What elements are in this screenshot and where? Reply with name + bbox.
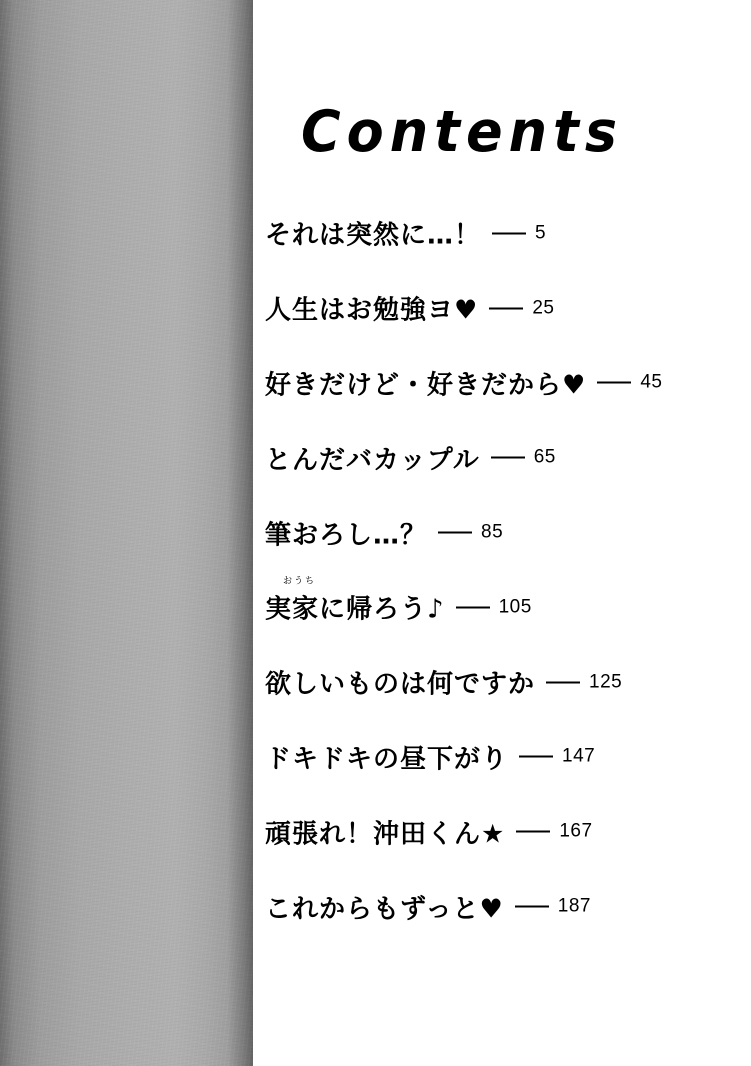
entry-body — [265, 215, 546, 252]
leader-dash-icon — [519, 756, 553, 758]
delivery-label — [622, 444, 751, 471]
leader-dash-icon — [456, 606, 490, 608]
delivery-label — [622, 519, 751, 546]
delivery-word: Delivery — [661, 299, 734, 321]
leader-dash-icon — [492, 232, 526, 234]
page-number: 167 — [559, 820, 593, 842]
page-title: Contents — [301, 98, 624, 165]
leader-dash-icon — [438, 532, 472, 534]
leader-dash-icon — [515, 906, 549, 908]
list-item[interactable] — [253, 720, 751, 795]
delivery-number: 10 — [724, 893, 751, 920]
delivery-word: Delivery — [647, 898, 721, 920]
page-number: 85 — [481, 521, 504, 543]
delivery-label — [622, 295, 751, 322]
chapter-title: それは突然に…！ — [265, 220, 482, 251]
chapter-title: これからもずっと♥ — [265, 894, 504, 925]
list-item[interactable] — [253, 271, 751, 346]
page-number: 187 — [557, 895, 591, 917]
leader-dash-icon — [597, 382, 631, 384]
delivery-number: 5 — [737, 519, 751, 546]
left-gray-gutter — [0, 0, 253, 1066]
chapter-title: 欲しいものは何ですか — [265, 669, 536, 700]
ruby-annotation: おうち — [283, 576, 317, 587]
entry-body — [265, 664, 622, 701]
page-number: 105 — [498, 596, 532, 618]
delivery-label — [622, 594, 751, 621]
page-number: 65 — [533, 446, 556, 468]
chapter-title: 好きだけど・好きだから♥ — [265, 370, 587, 401]
leader-dash-icon — [516, 831, 550, 833]
list-item[interactable] — [253, 495, 751, 570]
entry-body — [265, 364, 662, 401]
list-item[interactable] — [253, 570, 751, 645]
entry-body — [265, 514, 503, 551]
chapter-title: とんだバカップル — [265, 445, 480, 476]
leader-dash-icon — [489, 307, 523, 309]
delivery-number: 8 — [737, 743, 751, 770]
entry-body — [265, 888, 591, 925]
delivery-number: 4 — [737, 444, 751, 471]
chapter-title: ドキドキの昼下がり — [265, 744, 509, 775]
delivery-label — [622, 669, 751, 696]
list-item[interactable] — [253, 869, 751, 944]
delivery-label — [622, 220, 751, 247]
list-item[interactable] — [253, 346, 751, 421]
delivery-word: Delivery — [661, 374, 734, 396]
page-number: 5 — [535, 222, 547, 244]
paper-texture — [0, 0, 253, 1066]
delivery-number: 2 — [737, 294, 751, 321]
chapter-title — [265, 576, 445, 626]
entry-body — [265, 813, 593, 850]
toc-list — [253, 196, 751, 944]
contents-panel — [253, 0, 751, 1066]
page-number: 147 — [562, 745, 596, 767]
entry-body — [265, 290, 554, 327]
delivery-word: Delivery — [661, 673, 734, 695]
leader-dash-icon — [491, 457, 525, 459]
leader-dash-icon — [546, 681, 580, 683]
gutter-edge-shadow — [227, 0, 253, 1066]
delivery-word: Delivery — [661, 449, 734, 471]
chapter-title: 人生はお勉強ヨ♥ — [265, 295, 479, 326]
page-number: 25 — [532, 297, 555, 319]
list-item[interactable] — [253, 794, 751, 869]
delivery-label — [622, 743, 751, 770]
entry-body — [265, 738, 595, 775]
delivery-word: Delivery — [661, 224, 734, 246]
delivery-label — [622, 893, 751, 920]
chapter-title: 筆おろし…？ — [265, 520, 428, 551]
delivery-number: 3 — [737, 369, 751, 396]
entry-body — [265, 576, 532, 626]
delivery-word: Delivery — [661, 748, 734, 770]
delivery-label — [622, 818, 751, 845]
page-number: 125 — [589, 671, 623, 693]
delivery-number: 7 — [737, 668, 751, 695]
chapter-title: 頑張れ！沖田くん★ — [265, 819, 506, 850]
delivery-word: Delivery — [661, 524, 734, 546]
page-number: 45 — [640, 371, 663, 393]
entry-body — [265, 439, 556, 476]
delivery-number: 9 — [737, 818, 751, 845]
delivery-word: Delivery — [661, 823, 734, 845]
list-item[interactable] — [253, 196, 751, 271]
list-item[interactable] — [253, 645, 751, 720]
delivery-number: 6 — [737, 593, 751, 620]
chapter-title-text: 実家に帰ろう♪ — [265, 594, 445, 625]
list-item[interactable] — [253, 420, 751, 495]
delivery-number: 1 — [737, 219, 751, 246]
delivery-word: Delivery — [661, 598, 734, 620]
